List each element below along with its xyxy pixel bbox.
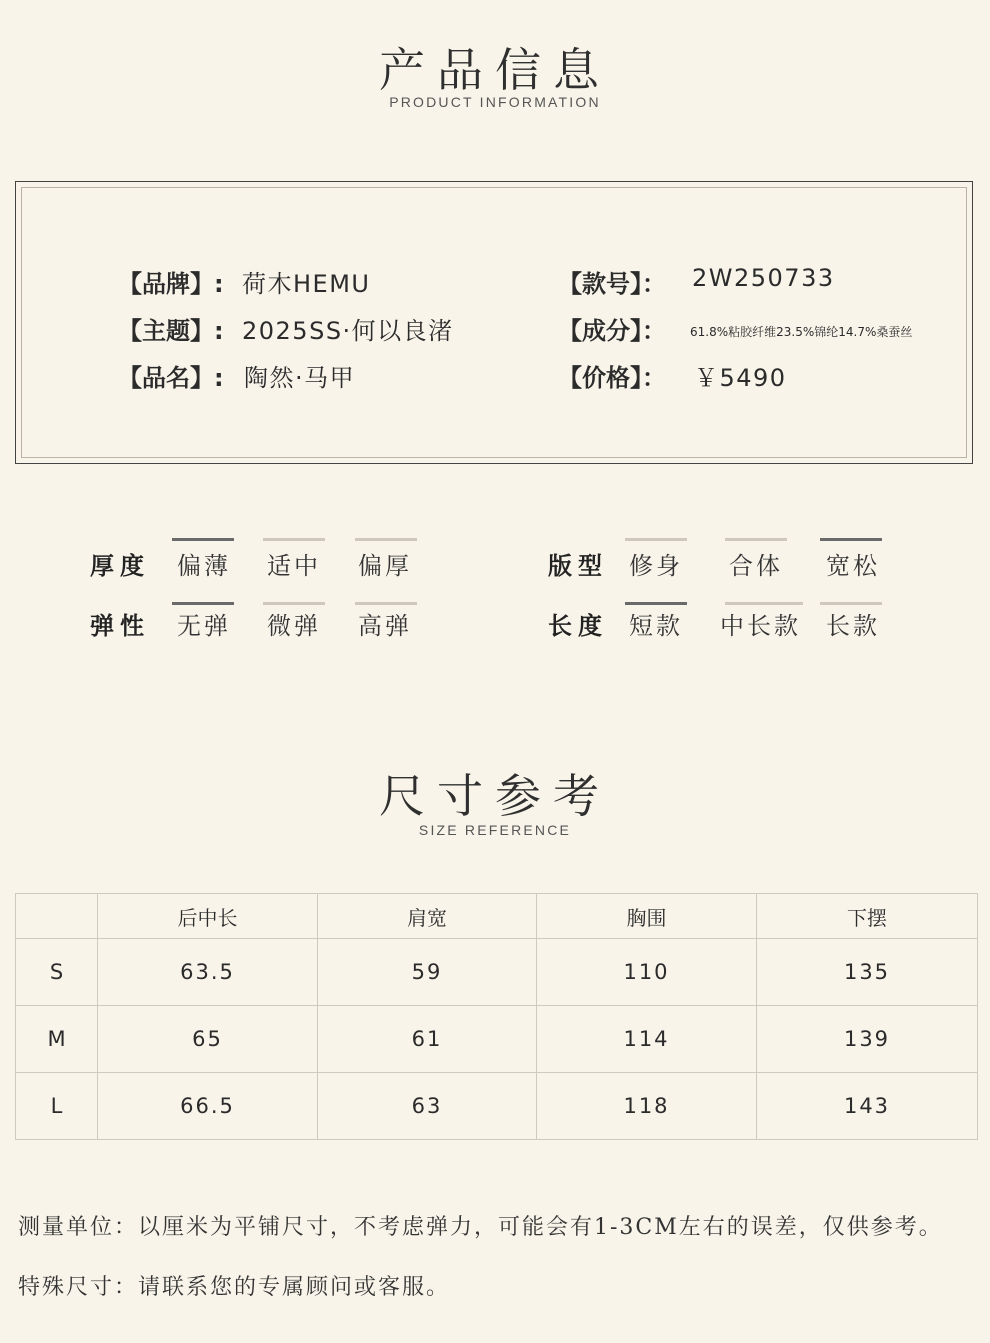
size-label-cell: M	[16, 1006, 98, 1073]
fit-bar-1	[625, 538, 687, 541]
table-cell: 139	[757, 1006, 978, 1073]
thickness-option-medium: 适中	[267, 552, 321, 580]
table-header-row	[16, 894, 978, 939]
table-row	[16, 939, 978, 1006]
size-label-cell: S	[16, 939, 98, 1006]
table-cell: 65	[98, 1006, 318, 1073]
size-reference-subtitle: SIZE REFERENCE	[418, 822, 572, 838]
composition-label: 【成分】：	[558, 317, 666, 345]
thickness-option-thin: 偏薄	[177, 552, 231, 580]
size-reference-title: 尺寸参考	[379, 769, 611, 823]
thickness-bar-2	[263, 538, 325, 541]
style-no-label: 【款号】：	[558, 270, 666, 298]
length-option-short: 短款	[629, 612, 683, 640]
thickness-bar-3	[355, 538, 417, 541]
table-cell: 118	[537, 1073, 757, 1140]
elasticity-selected-bar	[172, 602, 234, 605]
table-header-cell: 后中长	[98, 894, 318, 939]
table-header-cell: 下摆	[757, 894, 978, 939]
table-row	[16, 1006, 978, 1073]
table-header-cell: 肩宽	[318, 894, 537, 939]
table-cell: 114	[537, 1006, 757, 1073]
elasticity-bar-2	[263, 602, 325, 605]
table-cell: 63.5	[98, 939, 318, 1006]
composition-value: 61.8%粘胶纤维23.5%锦纶14.7%桑蚕丝	[690, 325, 913, 339]
length-selected-bar	[625, 602, 687, 605]
table-cell: 66.5	[98, 1073, 318, 1140]
elasticity-option-none: 无弹	[177, 612, 231, 640]
table-cell: 59	[318, 939, 537, 1006]
price-value: ￥5490	[694, 364, 787, 392]
theme-label: 【主题】:	[118, 317, 224, 345]
product-info-box	[15, 181, 973, 464]
elasticity-bar-3	[355, 602, 417, 605]
special-size-note: 特殊尺寸：请联系您的专属顾问或客服。	[18, 1275, 451, 1300]
fit-option-slim: 修身	[629, 552, 683, 580]
table-row	[16, 1073, 978, 1140]
length-label: 长度	[548, 612, 608, 640]
thickness-option-thick: 偏厚	[358, 552, 412, 580]
measurement-note: 测量单位：以厘米为平铺尺寸，不考虑弹力，可能会有1-3CM左右的误差，仅供参考。	[18, 1215, 943, 1240]
fit-label: 版型	[548, 552, 608, 580]
elasticity-label: 弹性	[90, 612, 150, 640]
length-bar-3	[820, 602, 882, 605]
length-option-long: 长款	[826, 612, 880, 640]
elasticity-option-high: 高弹	[358, 612, 412, 640]
fit-bar-2	[725, 538, 787, 541]
fit-option-loose: 宽松	[826, 552, 880, 580]
table-cell: 63	[318, 1073, 537, 1140]
size-table	[15, 893, 978, 1140]
length-bar-2	[725, 602, 803, 605]
fit-selected-bar	[820, 538, 882, 541]
product-info-title: 产品信息	[379, 43, 611, 97]
table-cell: 61	[318, 1006, 537, 1073]
style-no-value: 2W250733	[692, 264, 835, 292]
name-label: 【品名】:	[118, 364, 224, 392]
fit-option-regular: 合体	[729, 552, 783, 580]
table-header-cell: 胸围	[537, 894, 757, 939]
brand-label: 【品牌】:	[118, 270, 224, 298]
thickness-selected-bar	[172, 538, 234, 541]
price-label: 【价格】：	[558, 364, 666, 392]
elasticity-option-slight: 微弹	[267, 612, 321, 640]
table-cell: 110	[537, 939, 757, 1006]
size-label-cell: L	[16, 1073, 98, 1140]
name-value: 陶然·马甲	[244, 364, 356, 392]
table-cell: 135	[757, 939, 978, 1006]
product-info-subtitle: PRODUCT INFORMATION	[389, 94, 601, 110]
length-option-mid: 中长款	[720, 612, 801, 640]
thickness-label: 厚度	[90, 552, 150, 580]
brand-value: 荷木HEMU	[242, 270, 371, 298]
theme-value: 2025SS·何以良渚	[242, 317, 454, 345]
table-cell: 143	[757, 1073, 978, 1140]
table-header-cell	[16, 894, 98, 939]
